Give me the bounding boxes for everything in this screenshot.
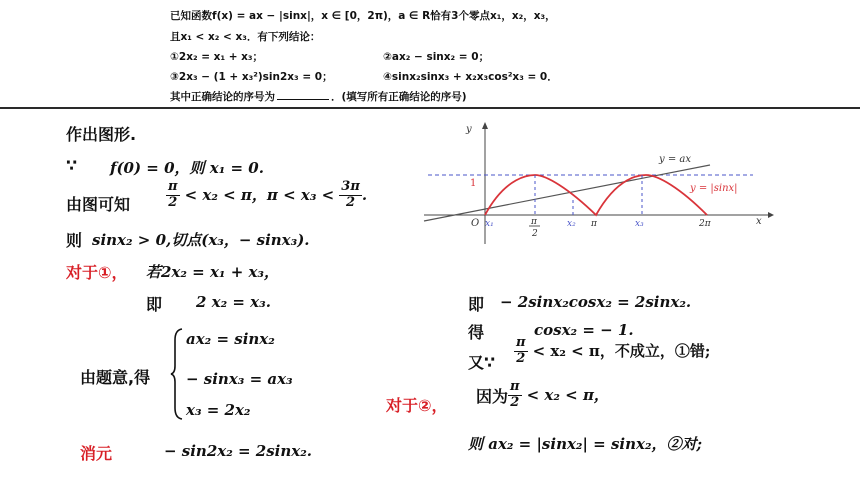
header-divider [0, 107, 860, 109]
origin-label: O [471, 218, 480, 229]
eq-2x2-x3: 2 x₂ = x₃. [196, 293, 271, 311]
half-pi-num: π [531, 217, 537, 227]
case-2-label: 对于②， [386, 396, 448, 415]
ineq-middle: < x₂ < π，π < x₃ < [184, 185, 335, 204]
problem-line-2: 且x₁ < x₂ < x₃．有下列结论： [170, 31, 321, 43]
x2-label: x₂ [567, 219, 576, 229]
problem-option-4: ④sinx₂sinx₃ + x₂x₃cos²x₃ = 0． [383, 71, 558, 83]
two-pi-label: 2π [699, 219, 711, 229]
eliminate-equation: − sin2x₂ = 2sinx₂. [164, 442, 313, 460]
frac-pi-over-2: $\frac{\pi}{2}$ [168, 179, 178, 210]
ji-label-right: 即 [468, 295, 485, 314]
heading-draw-graph: 作出图形. [66, 125, 137, 144]
line-y-ax [424, 165, 710, 221]
answer-blank [277, 99, 329, 100]
eliminate-label: 消元 [80, 444, 113, 463]
eq-double-angle: − 2sinx₂cosx₂ = 2sinx₂. [500, 293, 692, 311]
system-brace [170, 328, 184, 420]
x-axis-arrow [768, 212, 774, 218]
half-pi-den: 2 [532, 229, 538, 239]
x3-label: x₃ [635, 219, 644, 229]
de-label: 得 [468, 323, 485, 342]
not-hold-text: < x₂ < π，不成立，①错; [532, 341, 711, 360]
problem-line-5-b: ．(填写所有正确结论的序号) [331, 91, 467, 103]
case-1-assumption: 若2x₂ = x₁ + x₃， [146, 263, 280, 281]
from-graph-label: 由图可知 [66, 195, 131, 214]
problem-option-3: ③2x₃ − (1 + x₃²)sin2x₃ = 0； [170, 71, 333, 83]
system-eq-3: x₃ = 2x₂ [186, 401, 251, 419]
also-because-label: 又∵ [468, 353, 496, 372]
y-axis-label: y [466, 124, 472, 135]
case-1-label: 对于①， [66, 263, 128, 282]
problem-line-5-a: 其中正确结论的序号为 [170, 91, 275, 103]
eq-cos-neg-one: cosx₂ = − 1. [534, 321, 634, 339]
ji-label-left: 即 [146, 295, 163, 314]
function-graph [418, 118, 778, 248]
sin-positive-tangent: sinx₂ > 0,切点(x₃，− sinx₃). [92, 231, 310, 249]
system-eq-2: − sinx₃ = ax₃ [186, 370, 293, 388]
y-axis-arrow [482, 122, 488, 129]
case-2-ineq: < x₂ < π， [526, 385, 609, 404]
x-axis-label: x [756, 216, 762, 227]
case-2-row [476, 380, 609, 411]
curve-abs-sin [485, 175, 707, 215]
case-2-conclusion: 则 ax₂ = |sinx₂| = sinx₂，②对; [468, 435, 703, 453]
because-symbol: ∵ [66, 156, 78, 175]
curve-label: y = |sinx| [690, 183, 738, 194]
because-label-2: 因为 [476, 386, 509, 406]
pi-label: π [591, 219, 597, 229]
system-eq-1: ax₂ = sinx₂ [186, 330, 275, 348]
ineq-row-right [514, 336, 710, 367]
line-label: y = ax [659, 154, 691, 165]
ineq-row-1: $\frac{\pi}{2}$ < x₂ < π，π < x₃ < $\frac{3\pi}{2}$ . [168, 179, 368, 210]
f0-statement: f(0) = 0，则 x₁ = 0. [110, 159, 264, 177]
x1-label: x₁ [485, 219, 494, 229]
problem-line-5 [170, 89, 467, 104]
problem-option-1: ①2x₂ = x₁ + x₃； [170, 51, 264, 63]
problem-option-2: ②ax₂ − sinx₂ = 0； [383, 51, 490, 63]
then-label: 则 [66, 231, 83, 250]
by-meaning-label: 由题意,得 [80, 368, 151, 387]
frac-pi-over-2-right: $\frac{\pi}{2}$ [516, 335, 526, 366]
problem-line-1: 已知函数f(x) = ax − |sinx|，x ∈ [0，2π)，a ∈ R恰有3个零点x₁，x₂，x₃， [170, 10, 556, 22]
frac-pi-over-2-case2: $\frac{\pi}{2}$ [510, 379, 520, 410]
y-one-label: 1 [470, 178, 477, 189]
frac-3pi-over-2: $\frac{3\pi}{2}$ [341, 179, 360, 210]
